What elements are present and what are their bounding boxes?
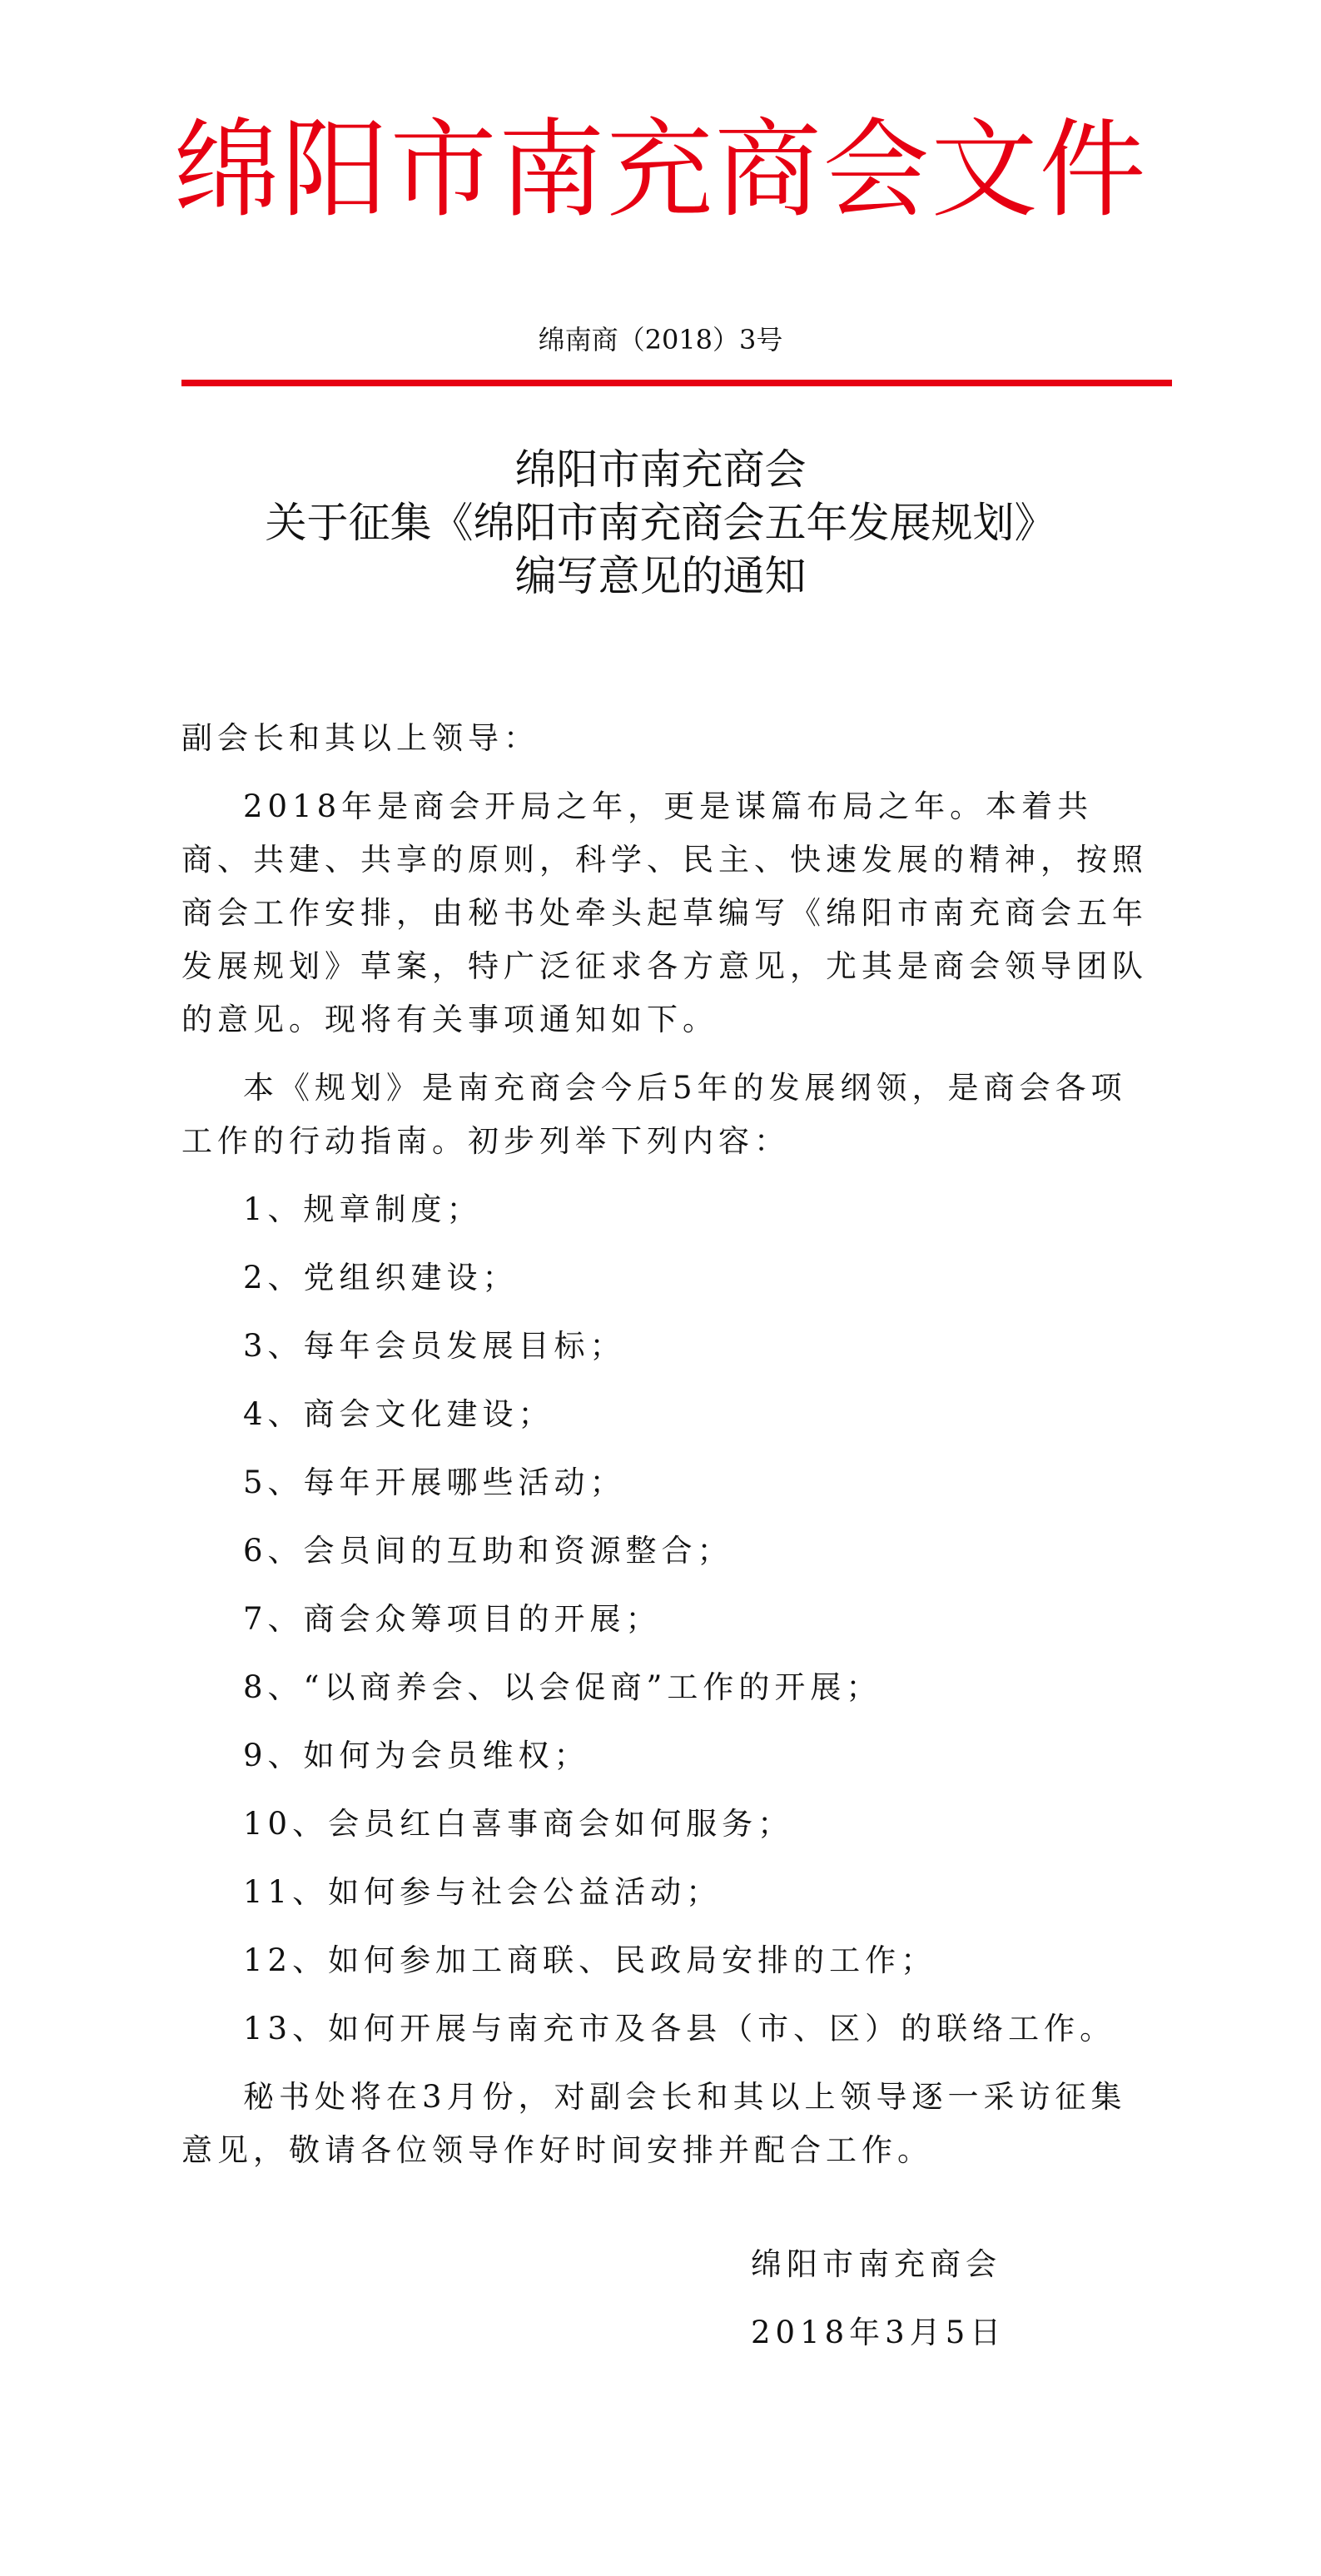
list-item: 7、商会众筹项目的开展； — [243, 1601, 662, 1637]
notice-title — [0, 443, 1321, 603]
list-item: 11、如何参与社会公益活动； — [243, 1874, 723, 1910]
body-paragraph-2: 本《规划》是南充商会今后5年的发展纲领，是商会各项工作的行动指南。初步列举下列内容： — [181, 1070, 1127, 1159]
document-number: 绵南商（2018）3号 — [538, 324, 783, 356]
list-item: 8、“以商养会、以会促商”工作的开展； — [243, 1669, 882, 1705]
list-item: 4、商会文化建设； — [243, 1396, 554, 1432]
signature-organization: 绵阳市南充商会 — [751, 2246, 1001, 2282]
list-item: 3、每年会员发展目标； — [243, 1328, 626, 1364]
body-paragraph-3: 秘书处将在3月份，对副会长和其以上领导逐一采访征集意见，敬请各位领导作好时间安排并配合工作。 — [181, 2079, 1127, 2168]
red-divider-rule — [181, 380, 1172, 386]
notice-title-line-2: 关于征集《绵阳市南充商会五年发展规划》 — [265, 499, 1056, 547]
notice-title-line-1: 绵阳市南充商会 — [514, 445, 807, 494]
salutation: 副会长和其以上领导： — [181, 720, 539, 756]
list-item: 13、如何开展与南充市及各县（市、区）的联络工作。 — [243, 2011, 1116, 2046]
signature-date: 2018年3月5日 — [751, 2315, 1006, 2350]
notice-title-line-3: 编写意见的通知 — [514, 552, 807, 600]
document-header-title: 绵阳市南充商会文件 — [173, 108, 1148, 232]
list-item: 12、如何参加工商联、民政局安排的工作； — [243, 1942, 937, 1978]
list-item: 9、如何为会员维权； — [243, 1738, 590, 1773]
notice-body — [181, 712, 1157, 2177]
list-item: 1、规章制度； — [243, 1191, 483, 1227]
list-item: 10、会员红白喜事商会如何服务； — [243, 1806, 794, 1842]
body-paragraph-1: 2018年是商会开局之年，更是谋篇布局之年。本着共商、共建、共享的原则，科学、民主、快速发展的精神，按照商会工作安排，由秘书处牵头起草编写《绵阳市南充商会五年发展规划》草案，特广泛征求各方意见，尤其是商会领导团队的意见。现将有关事项通知如下。 — [181, 788, 1148, 1037]
list-item: 5、每年开展哪些活动； — [243, 1465, 626, 1500]
list-item: 6、会员间的互助和资源整合； — [243, 1533, 733, 1569]
list-item: 2、党组织建设； — [243, 1260, 519, 1295]
